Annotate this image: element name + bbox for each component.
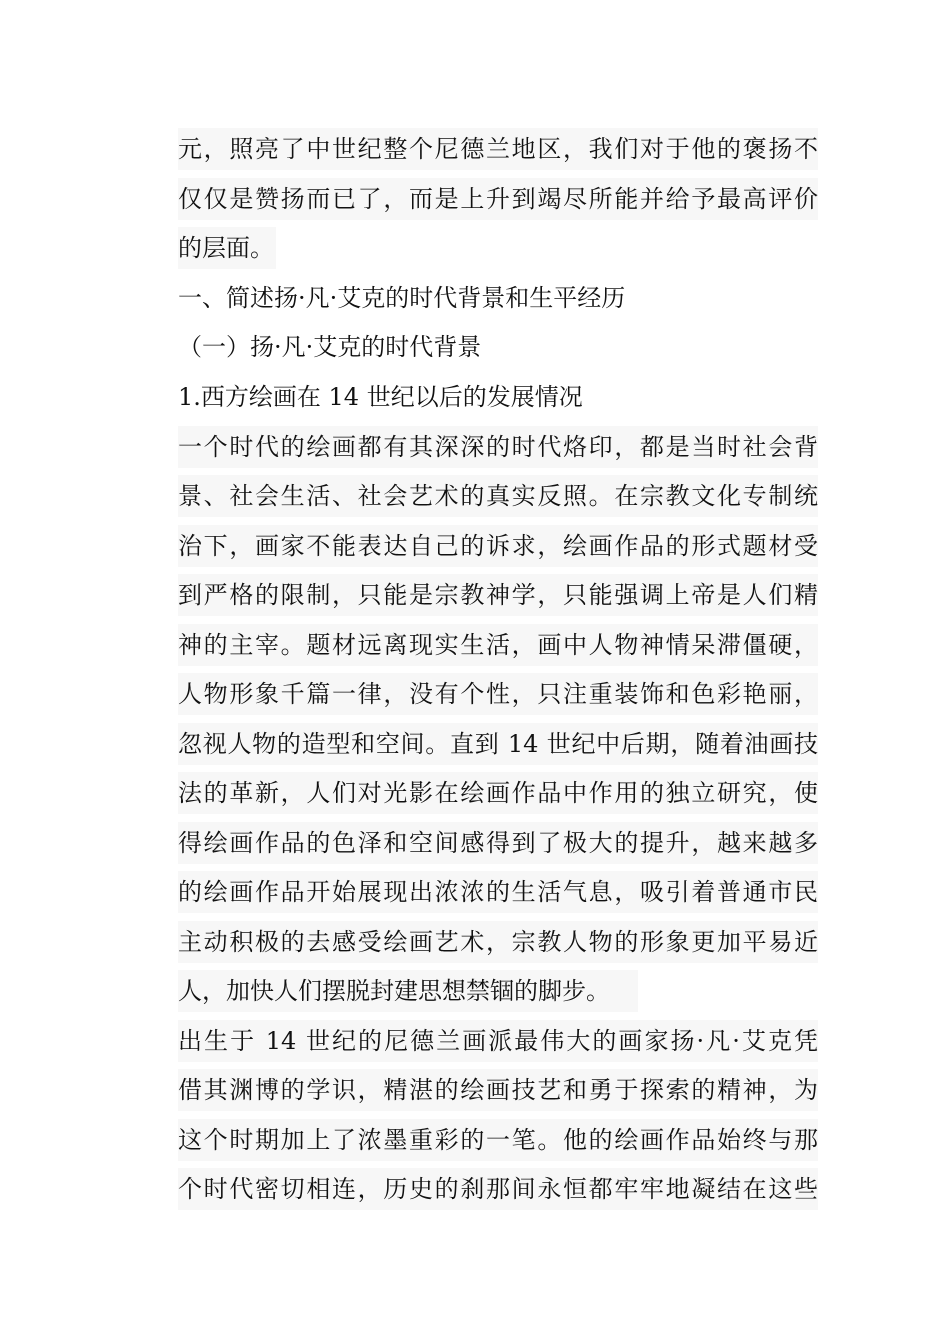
body-text-line: 得绘画作品的色泽和空间感得到了极大的提升，越来越多 [178,822,818,864]
body-text-line: 治下，画家不能表达自己的诉求，绘画作品的形式题材受 [178,525,818,567]
body-text-line: 忽视人物的造型和空间。直到 14 世纪中后期，随着油画技 [178,723,818,765]
body-text-line: 借其渊博的学识，精湛的绘画技艺和勇于探索的精神，为 [178,1069,818,1111]
body-text-line: 的层面。 [178,227,276,269]
body-text-line: 景、社会生活、社会艺术的真实反照。在宗教文化专制统 [178,475,818,517]
body-text-line: 元，照亮了中世纪整个尼德兰地区，我们对于他的褒扬不 [178,128,818,170]
body-text-line: 人物形象千篇一律，没有个性，只注重装饰和色彩艳丽， [178,673,818,715]
body-text-line: 这个时期加上了浓墨重彩的一笔。他的绘画作品始终与那 [178,1119,818,1161]
body-text-line: 仅仅是赞扬而已了，而是上升到竭尽所能并给予最高评价 [178,178,818,220]
body-text-line: 人，加快人们摆脱封建思想禁锢的脚步。 [178,970,638,1012]
body-text-line: 法的革新，人们对光影在绘画作品中作用的独立研究，使 [178,772,818,814]
body-text-line: 个时代密切相连，历史的刹那间永恒都牢牢地凝结在这些 [178,1168,818,1210]
section-heading: 一、简述扬·凡·艾克的时代背景和生平经历 [178,284,626,312]
body-text-line: 一个时代的绘画都有其深深的时代烙印，都是当时社会背 [178,426,818,468]
body-text-line: 到严格的限制，只能是宗教神学，只能强调上帝是人们精 [178,574,818,616]
body-text-line: 出生于 14 世纪的尼德兰画派最伟大的画家扬·凡·艾克凭 [178,1020,818,1062]
body-text-line: 主动积极的去感受绘画艺术，宗教人物的形象更加平易近 [178,921,818,963]
subsection-heading: （一）扬·凡·艾克的时代背景 [178,333,482,361]
body-text-line: 的绘画作品开始展现出浓浓的生活气息，吸引着普通市民 [178,871,818,913]
subsubsection-heading: 1.西方绘画在 14 世纪以后的发展情况 [178,383,583,411]
body-text-line: 神的主宰。题材远离现实生活，画中人物神情呆滞僵硬， [178,624,818,666]
